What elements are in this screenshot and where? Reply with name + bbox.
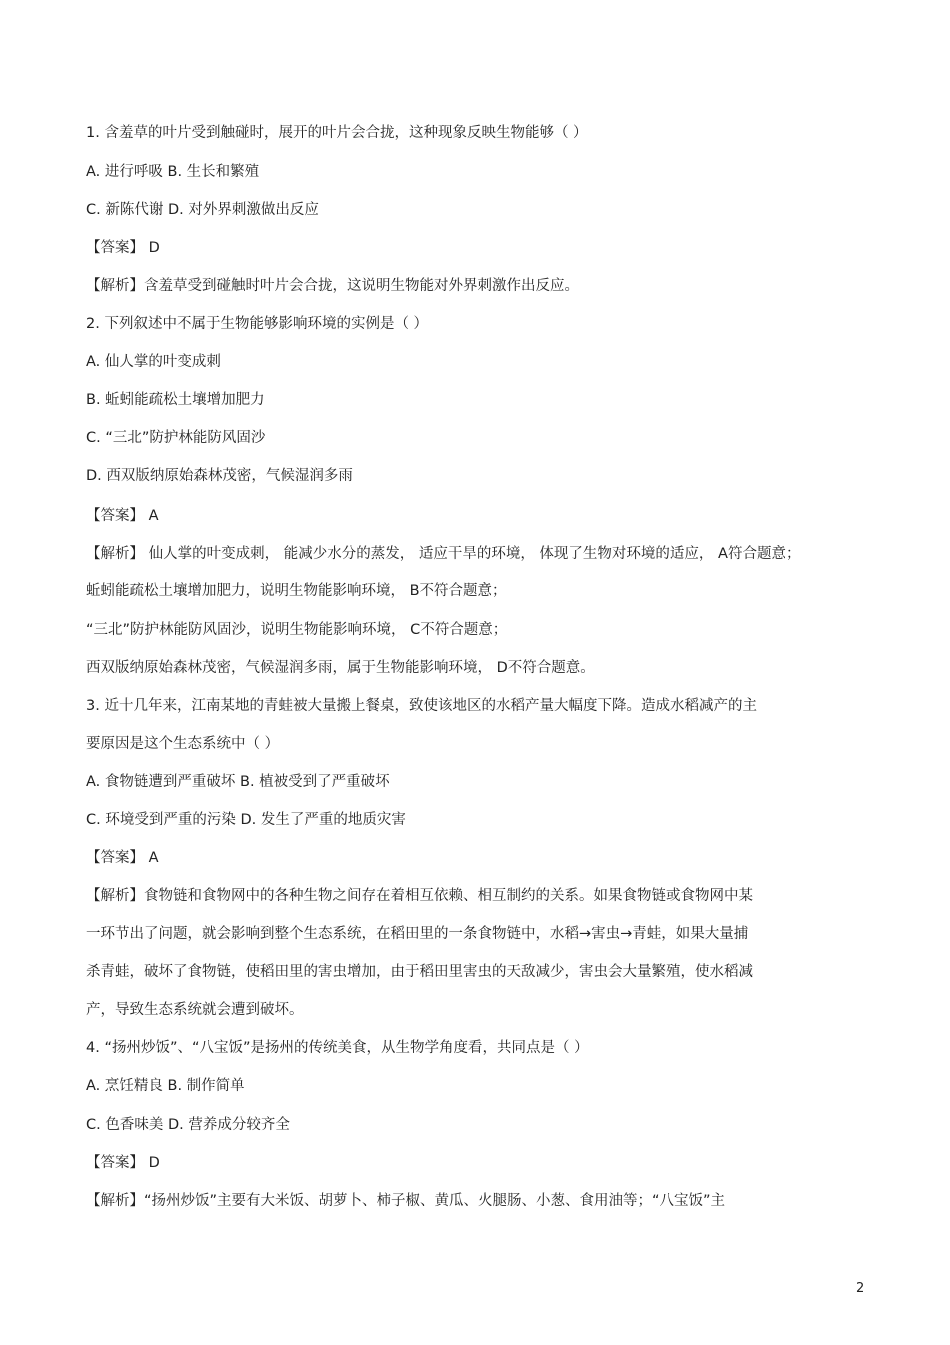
question-2-option-a: A. 仙人掌的叶变成刺 <box>86 354 221 370</box>
question-3-analysis-line-4: 产，导致生态系统就会遭到破坏。 <box>86 1002 304 1018</box>
question-2-option-d: D. 西双版纳原始森林茂密，气候湿润多雨 <box>86 468 353 484</box>
question-1-answer: 【答案】 D <box>86 240 160 256</box>
question-3-options-cd: C. 环境受到严重的污染 D. 发生了严重的地质灾害 <box>86 812 406 828</box>
question-2-analysis-line-1: 【解析】 仙人掌的叶变成刺， 能减少水分的蒸发， 适应干旱的环境， 体现了生物对环境的适应， A符合题意； <box>86 546 801 562</box>
question-2-option-c: C. “三北”防护林能防风固沙 <box>86 430 266 446</box>
page-number: 2 <box>856 1281 865 1296</box>
question-2-analysis-line-4: 西双版纳原始森林茂密，气候湿润多雨，属于生物能影响环境， D不符合题意。 <box>86 660 595 676</box>
question-3-options-ab: A. 食物链遭到严重破坏 B. 植被受到了严重破坏 <box>86 774 390 790</box>
question-1-options-ab: A. 进行呼吸 B. 生长和繁殖 <box>86 164 260 180</box>
question-1-options-cd: C. 新陈代谢 D. 对外界刺激做出反应 <box>86 202 319 218</box>
question-3-stem-line-1: 3. 近十几年来，江南某地的青蛙被大量搬上餐桌，致使该地区的水稻产量大幅度下降。造成水稻减产的主 <box>86 698 757 714</box>
question-4-analysis-line-1: 【解析】“扬州炒饭”主要有大米饭、胡萝卜、柿子椒、黄瓜、火腿肠、小葱、食用油等；“八宝饭”主 <box>86 1193 726 1209</box>
question-3-analysis-line-3: 杀青蛙，破坏了食物链，使稻田里的害虫增加，由于稻田里害虫的天敌减少，害虫会大量繁殖，使水稻减 <box>86 964 753 980</box>
question-3-analysis-line-2: 一环节出了问题，就会影响到整个生态系统，在稻田里的一条食物链中，水稻→害虫→青蛙，如果大量捕 <box>86 926 749 942</box>
question-2-stem: 2. 下列叙述中不属于生物能够影响环境的实例是（ ） <box>86 316 429 332</box>
question-4-options-ab: A. 烹饪精良 B. 制作简单 <box>86 1078 245 1094</box>
question-3-analysis-line-1: 【解析】食物链和食物网中的各种生物之间存在着相互依赖、相互制约的关系。如果食物链或食物网中某 <box>86 888 753 904</box>
question-4-stem: 4. “扬州炒饭”、“八宝饭”是扬州的传统美食，从生物学角度看，共同点是（ ） <box>86 1040 589 1056</box>
question-3-answer: 【答案】 A <box>86 850 159 866</box>
question-1-analysis: 【解析】含羞草受到碰触时叶片会合拢，这说明生物能对外界刺激作出反应。 <box>86 278 579 294</box>
question-2-option-b: B. 蚯蚓能疏松土壤增加肥力 <box>86 392 265 408</box>
question-4-options-cd: C. 色香味美 D. 营养成分较齐全 <box>86 1117 290 1133</box>
question-1-stem: 1. 含羞草的叶片受到触碰时，展开的叶片会合拢，这种现象反映生物能够（ ） <box>86 125 588 141</box>
question-3-stem-line-2: 要原因是这个生态系统中（ ） <box>86 736 280 752</box>
question-2-analysis-line-2: 蚯蚓能疏松土壤增加肥力，说明生物能影响环境， B不符合题意； <box>86 583 507 599</box>
question-2-analysis-line-3: “三北”防护林能防风固沙，说明生物能影响环境， C不符合题意； <box>86 622 508 638</box>
question-2-answer: 【答案】 A <box>86 508 159 524</box>
question-4-answer: 【答案】 D <box>86 1155 160 1171</box>
